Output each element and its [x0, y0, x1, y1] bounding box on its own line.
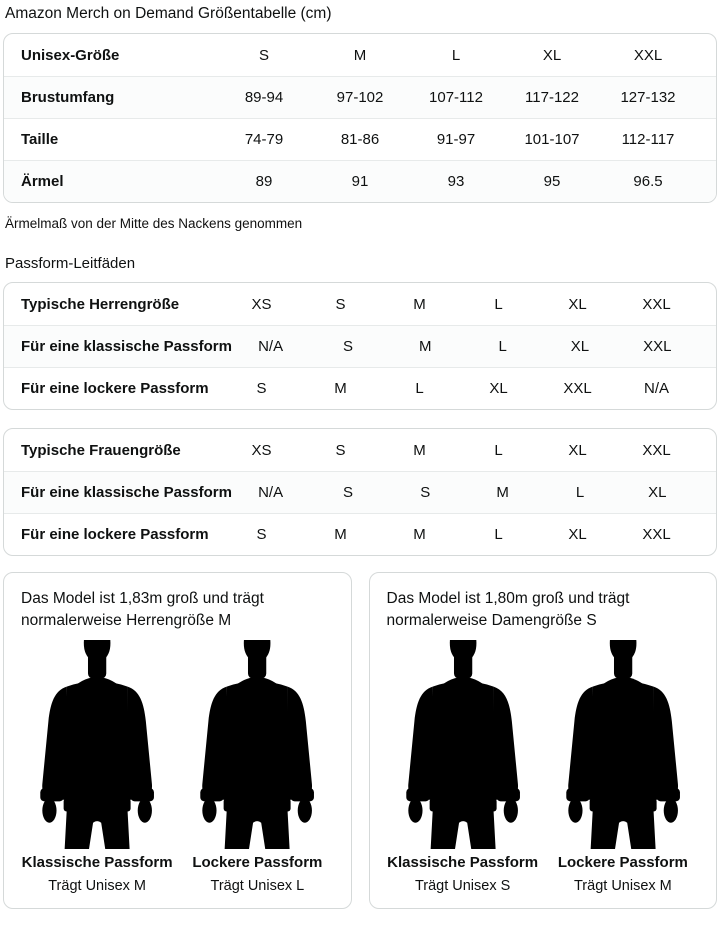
size-caption: Trägt Unisex S [414, 878, 511, 895]
fit-table-header-label: Typische Frauengröße [21, 441, 181, 459]
size-col-header: XXL [642, 441, 671, 459]
size-col-header: M [413, 295, 426, 313]
size-col-header: XXL [633, 46, 663, 64]
photo-column [547, 640, 699, 896]
fit-caption: Klassische Passform [387, 854, 539, 872]
fit-guides-heading: Passform-Leitfäden [5, 255, 136, 272]
model-card-men [3, 572, 352, 909]
size-table [3, 33, 717, 203]
row-label: Für eine klassische Passform [21, 338, 232, 355]
page-title: Amazon Merch on Demand Größentabelle (cm) [5, 5, 332, 22]
row-label: Brustumfang [21, 89, 115, 106]
table-row-loose-fit [4, 513, 716, 555]
cell-value: 127-132 [620, 89, 676, 106]
size-col-header: XL [568, 441, 587, 459]
cell-value: S [420, 484, 431, 501]
fit-table-header-label: Typische Herrengröße [21, 295, 180, 313]
row-label: Für eine lockere Passform [21, 380, 209, 397]
size-table-header-label: Unisex-Größe [21, 46, 120, 64]
cell-value: M [496, 484, 509, 501]
model-description: Das Model ist 1,83m groß und trägt normalerweise Herrengröße M [21, 590, 264, 629]
cell-value: 107-112 [429, 89, 483, 106]
cell-value: L [415, 380, 424, 397]
cell-value: XL [648, 484, 667, 501]
size-col-header: XS [251, 441, 272, 459]
photo-column [181, 640, 333, 896]
cell-value: S [342, 338, 353, 355]
cell-value: S [256, 526, 267, 543]
table-row-classic-fit [4, 471, 716, 513]
row-label: Für eine klassische Passform [21, 484, 232, 501]
photo-column [387, 640, 539, 896]
size-col-header: L [494, 441, 503, 459]
cell-value: XXL [642, 526, 671, 543]
size-caption: Trägt Unisex M [573, 878, 672, 895]
size-table-header-row [4, 34, 716, 76]
cell-value: S [342, 484, 353, 501]
cell-value: L [498, 338, 507, 355]
fit-caption: Klassische Passform [21, 854, 173, 872]
size-caption: Trägt Unisex L [210, 878, 305, 895]
cell-value: 97-102 [336, 89, 384, 106]
size-col-header: M [353, 46, 367, 64]
cell-value: S [256, 380, 267, 397]
table-row-chest [4, 76, 716, 118]
sleeve-measure-note: Ärmelmaß von der Mitte des Nackens genommen [5, 216, 303, 231]
fit-caption: Lockere Passform [192, 854, 323, 872]
female-model-loose-fit-photo [547, 640, 699, 849]
cell-value: 91-97 [436, 131, 476, 148]
cell-value: N/A [643, 380, 669, 397]
row-label: Für eine lockere Passform [21, 526, 209, 543]
cell-value: M [334, 380, 347, 397]
size-col-header: M [413, 441, 426, 459]
size-col-header: L [494, 295, 503, 313]
cell-value: L [494, 526, 503, 543]
cell-value: 112-117 [621, 131, 675, 148]
model-photos [21, 640, 334, 896]
size-col-header: S [335, 441, 346, 459]
photo-column [21, 640, 173, 896]
fit-table-men [3, 282, 717, 410]
fit-table-women [3, 428, 717, 556]
male-model-loose-fit-photo [181, 640, 333, 849]
row-label: Taille [21, 131, 59, 148]
size-col-header: S [258, 46, 269, 64]
cell-value: L [575, 484, 585, 501]
male-model-classic-fit-photo [21, 640, 173, 849]
cell-value: 96.5 [633, 173, 663, 190]
cell-value: N/A [258, 484, 284, 501]
cell-value: 89 [255, 173, 273, 190]
size-col-header: L [451, 46, 461, 64]
cell-value: M [419, 338, 432, 355]
cell-value: 91 [351, 173, 369, 190]
cell-value: 81-86 [340, 131, 380, 148]
cell-value: N/A [258, 338, 284, 355]
size-col-header: XL [542, 46, 562, 64]
cell-value: 93 [447, 173, 465, 190]
cell-value: 101-107 [524, 131, 580, 148]
model-cards [3, 572, 717, 909]
cell-value: XXL [563, 380, 592, 397]
table-row-loose-fit [4, 367, 716, 409]
cell-value: 95 [543, 173, 561, 190]
cell-value: XL [570, 338, 590, 355]
cell-value: XL [489, 380, 508, 397]
fit-table-header-row [4, 283, 716, 325]
female-model-classic-fit-photo [387, 640, 539, 849]
size-col-header: XS [251, 295, 272, 313]
table-row-sleeve [4, 160, 716, 202]
table-row-classic-fit [4, 325, 716, 367]
size-col-header: XL [568, 295, 587, 313]
cell-value: 89-94 [244, 89, 284, 106]
fit-caption: Lockere Passform [557, 854, 688, 872]
size-col-header: XXL [642, 295, 671, 313]
model-description: Das Model ist 1,80m groß und trägt normalerweise Damengröße S [386, 590, 630, 629]
size-col-header: S [335, 295, 346, 313]
table-row-waist [4, 118, 716, 160]
cell-value: 117-122 [525, 89, 579, 106]
fit-table-header-row [4, 429, 716, 471]
cell-value: XL [568, 526, 587, 543]
model-card-women [369, 572, 718, 909]
cell-value: 74-79 [244, 131, 284, 148]
cell-value: M [334, 526, 347, 543]
model-photos [387, 640, 700, 896]
size-caption: Trägt Unisex M [48, 878, 146, 895]
cell-value: M [413, 526, 426, 543]
row-label: Ärmel [21, 173, 64, 190]
cell-value: XXL [643, 338, 672, 355]
